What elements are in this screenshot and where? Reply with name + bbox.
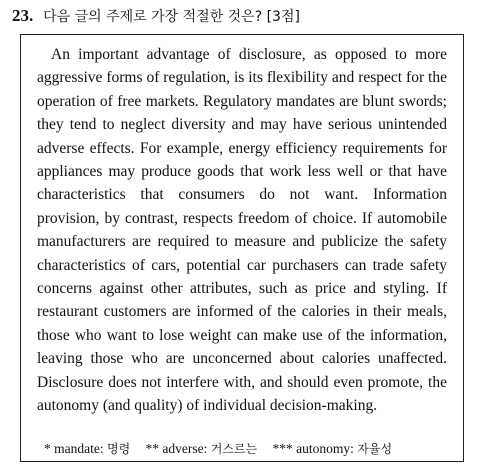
question-header <box>12 6 300 26</box>
footnote-mandate <box>44 441 134 456</box>
question-prompt: 다음 글의 주제로 가장 적절한 것은? [3점] <box>43 9 300 25</box>
question-number: 23. <box>12 6 34 25</box>
footnote-term: autonomy: <box>296 441 354 456</box>
footnote-marker: *** <box>272 441 293 456</box>
passage-text: An important advantage of disclosure, as opposed to more aggressive forms of regulation, is its flexibility and respect for the operation of free markets. Regulatory mandates are blunt swords; they tend to neglect diversity and may have serious unintended adverse effects. For example, energy efficiency requirements for appliances may produce goods that work less well or that have characteristics that consumers do not want. Information provision, by contrast, respects freedom of choice. If automobile manufacturers are required to measure and publicize the safety characteristics of cars, potential car purchasers can trade safety concerns against other attributes, such as price and styling. If restaurant customers are informed of the calories in their meals, those who want to lose weight can make use of the information, leaving those who are unconcerned about calories unaffected. Disclosure does not interfere with, and should even promote, the autonomy (and quality) of individual decision-making. <box>37 46 447 415</box>
footnote-meaning: 명령 <box>106 442 131 456</box>
footnote-term: mandate: <box>54 441 104 456</box>
footnote-adverse <box>146 441 261 456</box>
passage-box <box>20 34 464 462</box>
footnote-meaning: 자율성 <box>357 442 393 456</box>
footnote-marker: ** <box>145 441 160 456</box>
footnote-term: adverse: <box>162 441 208 456</box>
footnote-meaning: 거스르는 <box>210 442 258 456</box>
footnotes <box>44 440 464 457</box>
footnote-marker: * <box>44 441 51 456</box>
footnote-autonomy <box>273 441 393 456</box>
